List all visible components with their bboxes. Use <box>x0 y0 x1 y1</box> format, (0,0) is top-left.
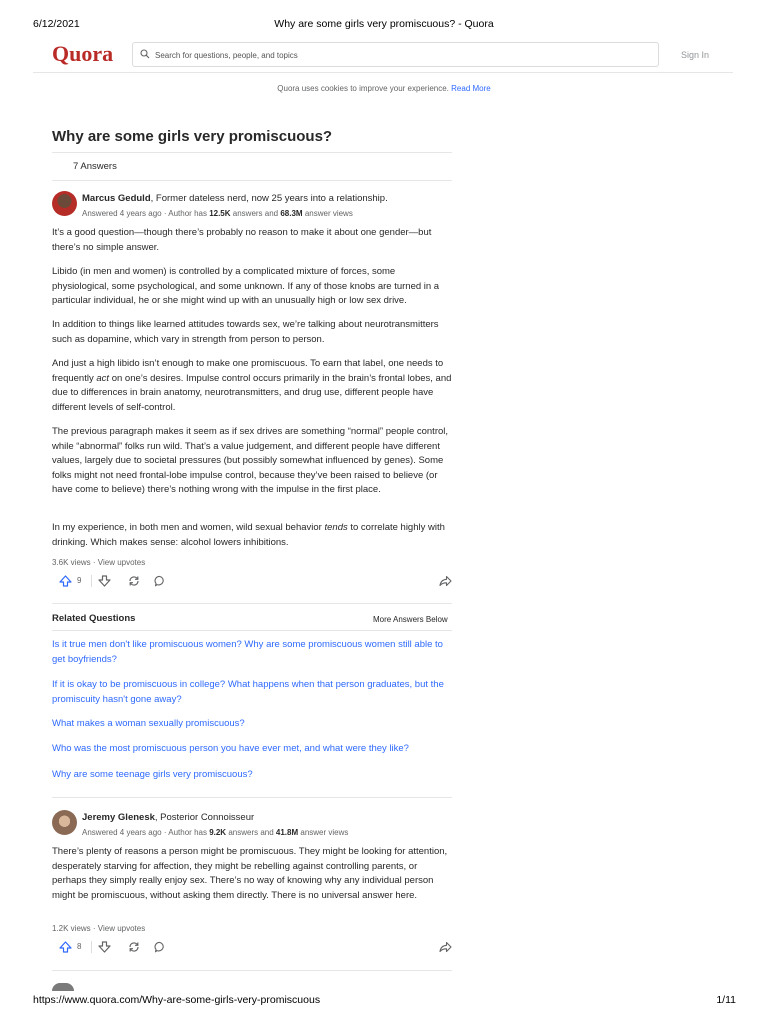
answer-paragraph: The previous paragraph makes it seem as if sex drives are something “normal” people control, while “abnormal” folks run wild. That’s a value judgement, and different people have different values, largely due to societal pressures (but possibly somewhat influenced by genes). Some folks might not need frontal-lobe impulse control, because they’ve been raised to believe (or have come to believe) there’s nothing wrong with the impulse in the first place. <box>52 426 449 496</box>
comment-icon[interactable] <box>154 941 166 953</box>
header-divider <box>33 72 733 73</box>
author-line <box>82 812 254 823</box>
related-question-link[interactable]: If it is okay to be promiscuous in college? What happens when that person graduates, but the promiscuity hasn't gone away? <box>52 679 444 705</box>
author-line <box>82 193 388 204</box>
quora-logo[interactable]: Quora <box>52 41 114 66</box>
answers-count: 7 Answers <box>73 161 117 172</box>
answer-meta <box>82 209 353 218</box>
search-icon <box>140 49 150 59</box>
comment-icon[interactable] <box>154 575 166 587</box>
author-name[interactable]: Marcus Geduld <box>82 193 151 204</box>
answer-paragraph: In addition to things like learned attitudes towards sex, we’re talking about neurotransmitters such as dopamine, which vary in strength from person to person. <box>52 319 439 345</box>
upvote-count: 8 <box>77 942 82 951</box>
divider <box>52 630 452 631</box>
divider <box>52 152 452 153</box>
avatar <box>52 983 74 991</box>
divider <box>52 797 452 798</box>
upvote-icon[interactable] <box>59 941 72 953</box>
answers-num: 9.2K <box>209 828 227 837</box>
cookie-banner <box>0 84 768 93</box>
answer-meta <box>82 828 348 837</box>
author-name[interactable]: Jeremy Glenesk <box>82 812 155 823</box>
answer-paragraph: There’s plenty of reasons a person might be promiscuous. They might be looking for attention, desperately starving for affection, they might be rebelling against controlling parents, or perhaps they simply really enjoy sex. There’s no way of knowing why any individual person might be promiscuous, without asking them directly. There is no universal answer here. <box>52 846 448 901</box>
related-question-link[interactable]: Why are some teenage girls very promiscuous? <box>52 769 253 780</box>
share-icon[interactable] <box>128 575 140 587</box>
divider <box>52 603 452 604</box>
print-page-number: 1/11 <box>716 994 736 1006</box>
related-title: Related Questions <box>52 613 136 624</box>
answer-actions <box>52 938 454 956</box>
answer-actions <box>52 572 454 590</box>
meta-text: answers and <box>226 828 276 837</box>
share-icon[interactable] <box>128 941 140 953</box>
avatar[interactable] <box>52 191 77 216</box>
print-footer-url: https://www.quora.com/Why-are-some-girls-very-promiscuous <box>33 994 321 1006</box>
action-divider <box>91 575 92 587</box>
forward-icon[interactable] <box>439 575 452 587</box>
answers-num: 12.5K <box>209 209 231 218</box>
related-question-link[interactable]: What makes a woman sexually promiscuous? <box>52 718 245 729</box>
downvote-icon[interactable] <box>98 941 111 953</box>
downvote-icon[interactable] <box>98 575 111 587</box>
meta-text: answer views <box>302 209 353 218</box>
upvote-icon[interactable] <box>59 575 72 587</box>
cookie-text: Quora uses cookies to improve your experience. <box>277 84 449 93</box>
avatar[interactable] <box>52 810 77 835</box>
answer-paragraph: It’s a good question—though there’s probably no reason to make it about one gender—but there’s no simple answer. <box>52 227 432 253</box>
upvote-count: 9 <box>77 576 82 585</box>
author-credential: , Posterior Connoisseur <box>154 812 255 823</box>
related-question-link[interactable]: Who was the most promiscuous person you have ever met, and what were they like? <box>52 743 409 754</box>
print-date: 6/12/2021 <box>33 18 80 30</box>
views-upvotes[interactable]: 3.6K views · View upvotes <box>52 558 146 567</box>
meta-text: Answered 4 years ago · Author has <box>82 828 210 837</box>
search-bar[interactable] <box>132 42 659 67</box>
print-title: Why are some girls very promiscuous? - Quora <box>274 18 494 30</box>
answer-paragraph: Libido (in men and women) is controlled by a complicated mixture of forces, some physiological, some psychological, and some unknown. If any of those knobs are turned in a particular individual, he or she might wind up with an unusually high or low sex drive. <box>52 266 440 307</box>
divider <box>52 180 452 181</box>
author-credential: , Former dateless nerd, now 25 years into a relationship. <box>150 193 388 204</box>
answer-paragraph: And just a high libido isn’t enough to make one promiscuous. To earn that label, one needs to frequently act on one’s desires. Impulse control occurs primarily in the brain’s frontal lobes, and due to differences in brain anatomy, neurotransmitters, and drug use, different people have different levels of self-control. <box>52 358 452 413</box>
meta-text: answer views <box>298 828 349 837</box>
answer-paragraph: In my experience, in both men and women, wild sexual behavior tends to correlate highly with drinking. Which makes sense: alcohol lowers inhibitions. <box>52 522 445 548</box>
forward-icon[interactable] <box>439 941 452 953</box>
question-title: Why are some girls very promiscuous? <box>52 128 333 145</box>
divider <box>52 970 452 971</box>
meta-text: answers and <box>230 209 281 218</box>
sign-in-link[interactable]: Sign In <box>681 50 710 60</box>
action-divider <box>91 941 92 953</box>
meta-text: Answered 4 years ago · Author has <box>82 209 210 218</box>
read-more-link[interactable]: Read More <box>451 84 491 93</box>
views-upvotes[interactable]: 1.2K views · View upvotes <box>52 924 146 933</box>
more-answers-below: More Answers Below <box>373 615 448 624</box>
views-num: 41.8M <box>275 828 299 837</box>
search-input[interactable] <box>153 46 647 65</box>
views-num: 68.3M <box>280 209 303 218</box>
related-question-link[interactable]: Is it true men don't like promiscuous women? Why are some promiscuous women still able to get boyfriends? <box>52 639 443 665</box>
